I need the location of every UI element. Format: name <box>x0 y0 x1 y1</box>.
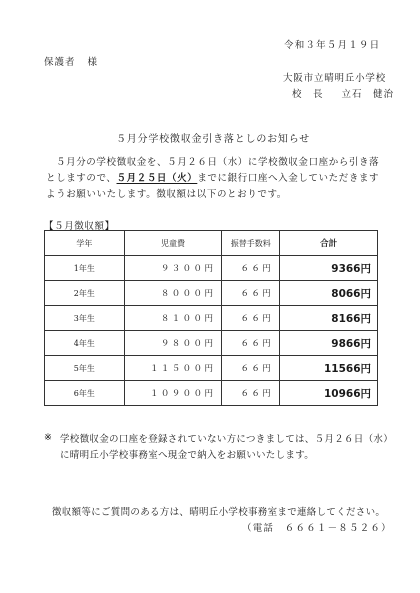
grade-cell: 5年生 <box>45 356 125 381</box>
grade-cell: 1年生 <box>45 256 125 281</box>
total-cell: 9366円 <box>280 256 378 281</box>
handling-fee-cell: ６６円 <box>222 256 280 281</box>
fees-heading: 【５月徴収額】 <box>44 221 115 232</box>
grade-cell: 3年生 <box>45 306 125 331</box>
addressee <box>44 54 98 68</box>
note-mark: ※ <box>44 432 52 443</box>
fee-cell: ９３００円 <box>124 256 222 281</box>
header-total: 合計 <box>280 231 378 256</box>
grade-cell: 6年生 <box>45 381 125 406</box>
total-cell: 8066円 <box>280 281 378 306</box>
body-text-part1: ５月分の学校徴収金を、５月２６日（水）に学校徴収金口座から引き落としますので、 <box>46 157 380 184</box>
sender-organization: 大阪市立晴明丘小学校 <box>283 73 387 84</box>
total-cell: 8166円 <box>280 306 378 331</box>
handling-fee-cell: ６６円 <box>222 381 280 406</box>
header-handling-fee: 振替手数料 <box>222 231 280 256</box>
handling-fee-cell: ６６円 <box>222 356 280 381</box>
grade-cell: 4年生 <box>45 331 125 356</box>
fee-cell: ８１００円 <box>124 306 222 331</box>
letter-date: 令和３年５月１９日 <box>284 40 381 51</box>
table-row <box>45 331 378 356</box>
addressee-label: 保護者 <box>44 57 76 68</box>
body-paragraph <box>46 155 384 203</box>
sender-role: 校 長 <box>292 89 324 100</box>
sender-signature <box>283 86 394 100</box>
table-row <box>45 381 378 406</box>
body-text-part2: までに銀行口座へ入金していただきますようお願いいたします。徴収額は以下のとおりです。 <box>46 173 380 200</box>
note-text: 学校徴収金の口座を登録されていない方につきましては、５月２６日（水）に晴明丘小学校事務室へ現金で納入をお願いいたします。 <box>60 434 394 461</box>
addressee-suffix: 様 <box>87 57 99 68</box>
table-row <box>45 356 378 381</box>
fee-cell: １１５００円 <box>124 356 222 381</box>
handling-fee-cell: ６６円 <box>222 281 280 306</box>
fee-cell: ９８００円 <box>124 331 222 356</box>
sender-name: 立石 健治 <box>341 89 395 100</box>
notice-title: ５月分学校徴収金引き落としのお知らせ <box>115 134 311 145</box>
handling-fee-cell: ６６円 <box>222 306 280 331</box>
total-cell: 10966円 <box>280 381 378 406</box>
header-fee: 児童費 <box>124 231 222 256</box>
grade-cell: 2年生 <box>45 281 125 306</box>
handling-fee-cell: ６６円 <box>222 331 280 356</box>
header-grade: 学年 <box>45 231 125 256</box>
total-cell: 11566円 <box>280 356 378 381</box>
fee-cell: ８０００円 <box>124 281 222 306</box>
table-row <box>45 306 378 331</box>
table-header-row <box>45 231 378 256</box>
deadline-date: ５月２５日（火） <box>116 173 198 184</box>
total-cell: 9866円 <box>280 331 378 356</box>
table-row <box>45 281 378 306</box>
fees-table <box>44 230 378 406</box>
phone-number: （電話 ６６６１－８５２６） <box>242 523 392 534</box>
fee-cell: １０９００円 <box>124 381 222 406</box>
contact-text: 徴収額等にご質問のある方は、晴明丘小学校事務室まで連絡してください。 <box>52 507 386 518</box>
table-row <box>45 256 378 281</box>
